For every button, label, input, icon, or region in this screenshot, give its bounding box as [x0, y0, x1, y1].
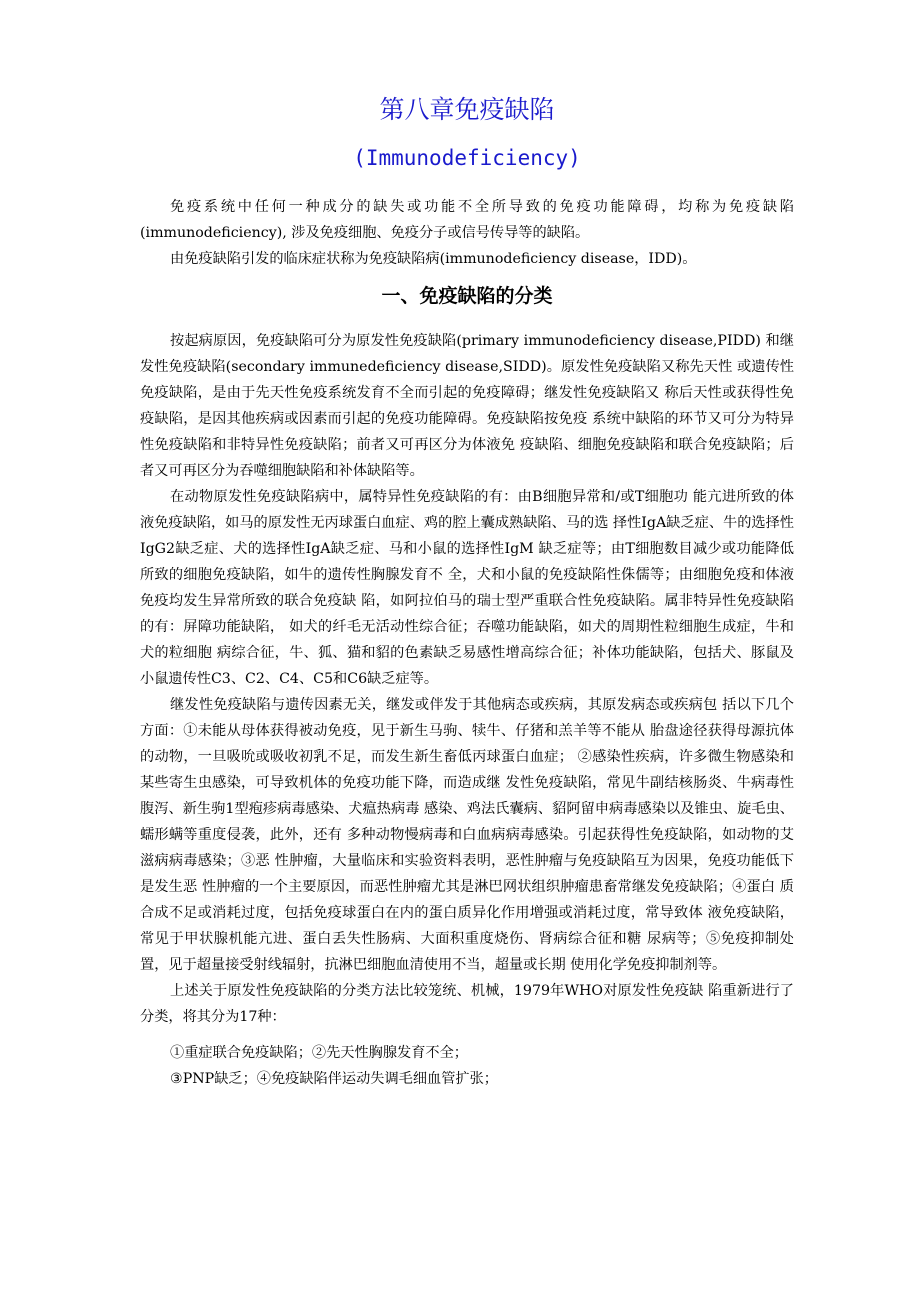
list-item: ①重症联合免疫缺陷；②先天性胸腺发育不全；: [170, 1045, 468, 1061]
body-paragraph: 上述关于原发性免疫缺陷的分类方法比较笼统、机械，1979年WHO对原发性免疫缺 陷重新进行了分类，将其分为17种：: [140, 983, 794, 1025]
intro-paragraph-1: 免疫系统中任何一种成分的缺失或功能不全所导致的免疫功能障碍，均称为免疫缺陷(immunodeficiency), 涉及免疫细胞、免疫分子或信号传导等的缺陷。: [140, 199, 794, 241]
section-heading: 一、免疫缺陷的分类: [381, 285, 553, 307]
document-page: [140, 88, 794, 1092]
chapter-subtitle: (Immunodeficiency): [353, 146, 581, 170]
list-item: ③PNP缺乏；④免疫缺陷伴运动失调毛细血管扩张；: [170, 1071, 498, 1087]
chapter-title: 第八章免疫缺陷: [379, 95, 555, 124]
body-paragraph: 按起病原因，免疫缺陷可分为原发性免疫缺陷(primary immunodeficiency disease,PIDD) 和继发性免疫缺陷(secondary immunedeficiency disease,SIDD)。原发性免疫缺陷又称先天性 或遗传性免疫缺陷，是由于先天性免疫系统发育不全而引起的免疫障碍；继发性免疫缺陷又 称后天性或获得性免疫缺陷，是因其他疾病或因素而引起的免疫功能障碍。免疫缺陷按免疫 系统中缺陷的环节又可分为特异性免疫缺陷和非特异性免疫缺陷；前者又可再区分为体液免 疫缺陷、细胞免疫缺陷和联合免疫缺陷；后者又可再区分为吞噬细胞缺陷和补体缺陷等。: [140, 333, 794, 479]
intro-paragraph-2: 由免疫缺陷引发的临床症状称为免疫缺陷病(immunodeficiency disease，IDD)。: [170, 251, 697, 267]
body-paragraph: 在动物原发性免疫缺陷病中，属特异性免疫缺陷的有：由B细胞异常和/或T细胞功 能亢进所致的体液免疫缺陷，如马的原发性无丙球蛋白血症、鸡的腔上囊成熟缺陷、马的选 择性IgA缺乏症、牛的选择性IgG2缺乏症、犬的选择性IgA缺乏症、马和小鼠的选择性IgM 缺乏症等；由T细胞数目减少或功能降低所致的细胞免疫缺陷，如牛的遗传性胸腺发育不 全，犬和小鼠的免疫缺陷性侏儒等；由细胞免疫和体液免疫均发生异常所致的联合免疫缺 陷，如阿拉伯马的瑞士型严重联合性免疫缺陷。属非特异性免疫缺陷的有：屏障功能缺陷， 如犬的纤毛无活动性综合征；吞噬功能缺陷，如犬的周期性粒细胞生成症，牛和犬的粒细胞 病综合征，牛、狐、猫和貂的色素缺乏易感性增高综合征；补体功能缺陷，包括犬、豚鼠及 小鼠遗传性C3、C2、C4、C5和C6缺乏症等。: [140, 489, 794, 687]
body-paragraph: 继发性免疫缺陷与遗传因素无关，继发或伴发于其他病态或疾病，其原发病态或疾病包 括以下几个方面：①未能从母体获得被动免疫，见于新生马驹、犊牛、仔猪和羔羊等不能从 胎盘途径获得母源抗体的动物，一旦吸吮或吸收初乳不足，而发生新生畜低丙球蛋白血症； ②感染性疾病，许多微生物感染和某些寄生虫感染，可导致机体的免疫功能下降，而造成继 发性免疫缺陷，常见牛副结核肠炎、牛病毒性腹泻、新生驹1型疱疹病毒感染、犬瘟热病毒 感染、鸡法氏囊病、貂阿留申病毒感染以及锥虫、旋毛虫、蠕形螨等重度侵袭，此外，还有 多种动物慢病毒和白血病病毒感染。引起获得性免疫缺陷，如动物的艾滋病病毒感染；③恶 性肿瘤，大量临床和实验资料表明，恶性肿瘤与免疫缺陷互为因果，免疫功能低下是发生恶 性肿瘤的一个主要原因，而恶性肿瘤尤其是淋巴网状组织肿瘤患畜常继发免疫缺陷；④蛋白 质合成不足或消耗过度，包括免疫球蛋白在内的蛋白质异化作用增强或消耗过度，常导致体 液免疫缺陷，常见于甲状腺机能亢进、蛋白丢失性肠病、大面积重度烧伤、肾病综合征和糖 尿病等；⑤免疫抑制处置，见于超量接受射线辐射，抗淋巴细胞血清使用不当，超量或长期 使用化学免疫抑制剂等。: [140, 697, 794, 973]
